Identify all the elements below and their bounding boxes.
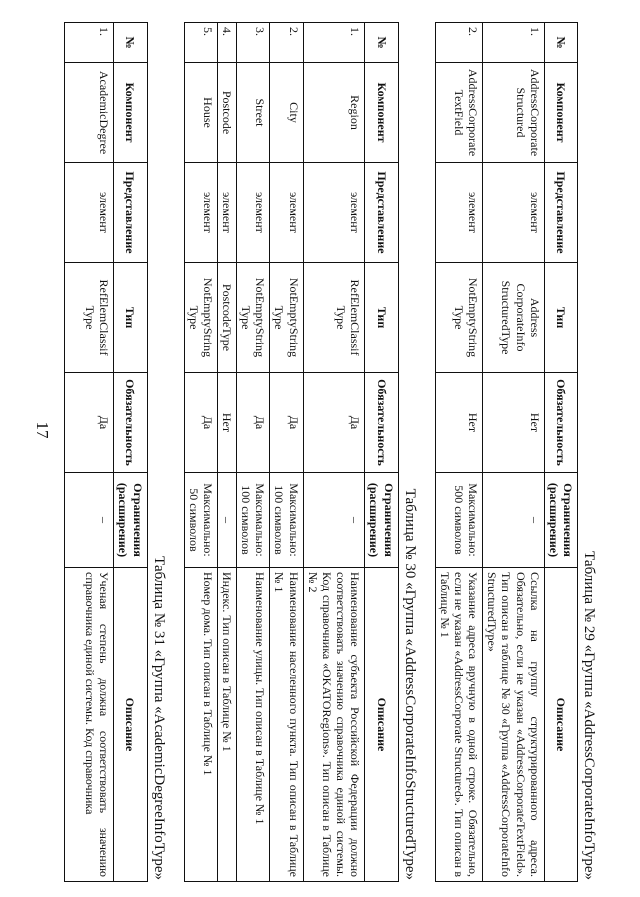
cell-type: NotEmptyString Type [237, 263, 270, 373]
cell-type: PostcodeType [217, 263, 236, 373]
cell-num: 1. [303, 23, 365, 63]
cell-num: 2. [435, 23, 482, 63]
cell-description: Ссылка на группу структурированного адреса. Обязательно, если не указан «AddressCorporateTextField». Тип описан в таблице № 30 «Группа «AddressCorporateInfo StructuredType» [483, 568, 545, 882]
table-row [483, 23, 545, 882]
cell-component: Street [237, 63, 270, 163]
col-header-type: Тип [114, 263, 147, 373]
col-header-restrictions: Ограничения (расширение) [365, 473, 398, 568]
cell-representation: элемент [483, 163, 545, 263]
col-header-description: Описание [114, 568, 147, 882]
cell-description: Индекс. Тип описан в Таблице № 1 [217, 568, 236, 882]
cell-description: Наименование населенного пункта. Тип описан в Таблице № 1 [270, 568, 303, 882]
cell-description: Ученая степень должна соответствовать значению справочника единой системы. Код справочника [65, 568, 114, 882]
table-29 [435, 22, 578, 882]
col-header-representation: Представление [114, 163, 147, 263]
cell-type: NotEmptyString Type [270, 263, 303, 373]
cell-description: Наименование субъекта Российской Федерации должно соответствовать значению справочника единой системы. Код справочника «OKATORegions». Тип описан в Таблице № 2 [303, 568, 365, 882]
cell-description: Указание адреса вручную в одной строке. Обязательно, если не указан «AddressCorporate Structured». Тип описан в Таблице № 1 [435, 568, 482, 882]
table-31 [64, 22, 147, 882]
col-header-mandatory: Обязательность [544, 373, 577, 473]
rotated-sheet [80, 22, 600, 882]
table-row [65, 23, 114, 882]
col-header-component: Компонент [365, 63, 398, 163]
table-row [217, 23, 236, 882]
cell-type: Address CorporateInfo StructuredType [483, 263, 545, 373]
col-header-description: Описание [365, 568, 398, 882]
col-header-mandatory: Обязательность [365, 373, 398, 473]
cell-num: 5. [184, 23, 217, 63]
col-header-num: № [365, 23, 398, 63]
table-row [435, 23, 482, 882]
col-header-restrictions: Ограничения (расширение) [544, 473, 577, 568]
cell-mandatory: Да [270, 373, 303, 473]
table-header-row [114, 23, 147, 882]
cell-component: AddressCorporate Structured [483, 63, 545, 163]
cell-representation: элемент [435, 163, 482, 263]
table-31-block [64, 22, 169, 882]
cell-restrictions: – [65, 473, 114, 568]
cell-num: 1. [65, 23, 114, 63]
table-30-block [184, 22, 421, 882]
cell-restrictions: Максимально: 50 символов [184, 473, 217, 568]
cell-type: RefElemClassif Type [303, 263, 365, 373]
cell-component: Region [303, 63, 365, 163]
table-row [184, 23, 217, 882]
cell-num: 2. [270, 23, 303, 63]
col-header-description: Описание [544, 568, 577, 882]
cell-type: NotEmptyString Type [435, 263, 482, 373]
cell-restrictions: Максимально: 100 символов [270, 473, 303, 568]
cell-mandatory: Нет [217, 373, 236, 473]
col-header-mandatory: Обязательность [114, 373, 147, 473]
col-header-representation: Представление [365, 163, 398, 263]
cell-restrictions: – [303, 473, 365, 568]
col-header-component: Компонент [114, 63, 147, 163]
cell-representation: элемент [270, 163, 303, 263]
table-30 [184, 22, 399, 882]
col-header-representation: Представление [544, 163, 577, 263]
table-row [237, 23, 270, 882]
cell-restrictions: – [483, 473, 545, 568]
cell-restrictions: Максимально: 100 символов [237, 473, 270, 568]
cell-component: AcademicDegree [65, 63, 114, 163]
cell-num: 1. [483, 23, 545, 63]
table-row [303, 23, 365, 882]
table-row [270, 23, 303, 882]
page-number: 17 [33, 421, 52, 439]
col-header-type: Тип [365, 263, 398, 373]
cell-type: NotEmptyString Type [184, 263, 217, 373]
cell-component: City [270, 63, 303, 163]
table-header-row [544, 23, 577, 882]
cell-mandatory: Нет [483, 373, 545, 473]
cell-mandatory: Нет [435, 373, 482, 473]
cell-restrictions: Максимально: 500 символов [435, 473, 482, 568]
col-header-num: № [114, 23, 147, 63]
table-29-caption: Таблица № 29 «Группа «AddressCorporateInfoType» [581, 551, 597, 880]
cell-num: 4. [217, 23, 236, 63]
cell-restrictions: – [217, 473, 236, 568]
cell-representation: элемент [303, 163, 365, 263]
cell-component: House [184, 63, 217, 163]
table-header-row [365, 23, 398, 882]
col-header-component: Компонент [544, 63, 577, 163]
cell-mandatory: Да [184, 373, 217, 473]
table-29-block [435, 22, 600, 882]
cell-component: Postcode [217, 63, 236, 163]
cell-mandatory: Да [237, 373, 270, 473]
cell-type: RefElemClassif Type [65, 263, 114, 373]
cell-description: Номер дома. Тип описан в Таблице № 1 [184, 568, 217, 882]
cell-component: AddressCorporate TextField [435, 63, 482, 163]
col-header-restrictions: Ограничения (расширение) [114, 473, 147, 568]
cell-representation: элемент [237, 163, 270, 263]
cell-num: 3. [237, 23, 270, 63]
col-header-type: Тип [544, 263, 577, 373]
cell-mandatory: Да [65, 373, 114, 473]
table-31-caption: Таблица № 31 «Группа «AcademicDegreeInfoType» [150, 556, 167, 880]
cell-representation: элемент [184, 163, 217, 263]
table-30-caption: Таблица № 30 «Группа «AddressCorporateInfoStructuredType» [401, 488, 418, 880]
col-header-num: № [544, 23, 577, 63]
cell-mandatory: Да [303, 373, 365, 473]
cell-representation: элемент [217, 163, 236, 263]
cell-description: Наименование улицы. Тип описан в Таблице № 1 [237, 568, 270, 882]
cell-representation: элемент [65, 163, 114, 263]
